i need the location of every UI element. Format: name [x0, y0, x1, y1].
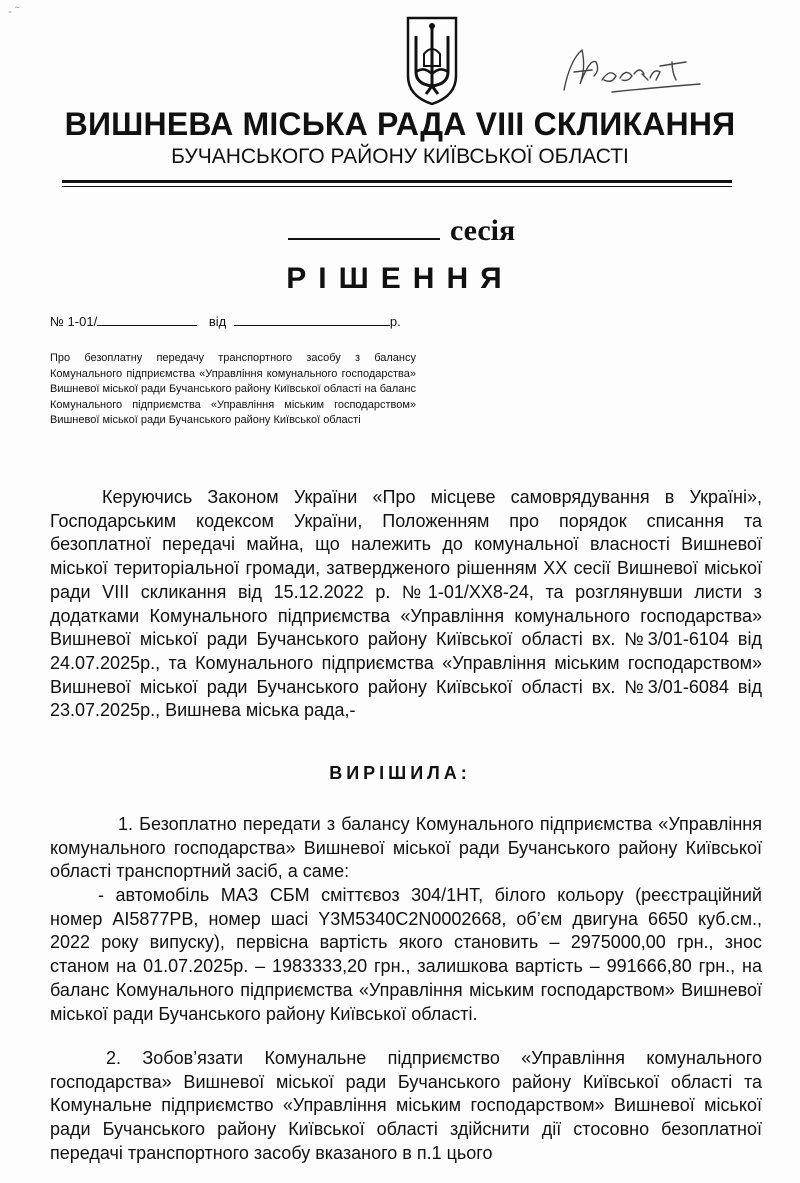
council-subtitle: БУЧАНСЬКОГО РАЙОНУ КИЇВСЬКОЇ ОБЛАСТІ	[171, 145, 629, 168]
resolved-heading: ВИРІШИЛА:	[329, 763, 471, 783]
item-1-paragraph: 1. Безоплатно передати з балансу Комунального підприємства «Управління комунального господарства» Вишневої міської ради Бучанського району Київської області транспортний засіб, а саме:	[50, 814, 762, 882]
number-prefix: № 1-01/	[50, 314, 98, 329]
preamble-paragraph: Керуючись Законом України «Про місцеве самоврядування в Україні», Господарським кодексом України, Положенням про порядок списання та безоплатної передачі майна, що належить до комунальної власності Вишневої міської територіальної громади, затвердженого рішенням XX сесії Вишневої міської ради VIII скликання від 15.12.2022 р. №1-01/ХХ8-24, та розглянувши листи з додатками Комунального підприємства «Управління комунального господарства» Вишневої міської ради Бучанського району Київської області вх. №3/01-6104 від 24.07.2025р., та Комунального підприємства «Управління міським господарством» Вишневої міської ради Бучанського району Київської області вх. №3/01-6084 від 23.07.2025р., Вишнева міська рада,-	[50, 487, 762, 721]
session-label: сесія	[450, 214, 516, 247]
decision-subject: Про безоплатну передачу транспортного засобу з балансу Комунального підприємства «Управління комунального господарства» Вишневої міської ради Бучанського району Київської області на баланс Комунального підприємства «Управління міським господарством» Вишневої міської ради Бучанського району Київської області	[50, 352, 416, 427]
coat-of-arms-icon	[404, 14, 460, 106]
council-title: ВИШНЕВА МІСЬКА РАДА VIII СКЛИКАННЯ	[64, 106, 736, 142]
header-divider-thick	[62, 180, 732, 183]
item-2-paragraph: 2. Зобов’язати Комунальне підприємство «Управління комунального господарства» Вишневої міської ради Бучанського району Київської області та Комунальне підприємство «Управління міським господарством» Вишневої міської ради Бучанського району Київської області здійснити дії стосовно безоплатної передачі транспортного засобу вказаного в п.1 цього	[50, 1048, 762, 1163]
decision-number-line	[50, 314, 401, 329]
date-prefix: від	[208, 314, 227, 329]
date-suffix: р.	[389, 314, 401, 329]
session-line	[288, 212, 515, 248]
header-divider-thin	[62, 186, 732, 187]
decision-title: РІШЕННЯ	[286, 262, 514, 295]
number-blank	[97, 314, 197, 326]
item-1-detail-paragraph: - автомобіль МАЗ СБМ сміттєвоз 304/1НТ, білого кольору (реєстраційний номер АІ5877РВ, номер шасі Y3M5340C2N0002668, об’єм двигуна 6650 куб.см., 2022 року випуску), первісна вартість якого становить – 2975000,00 грн., знос станом на 01.07.2025р. – 1983333,20 грн., залишкова вартість – 991666,80 грн., на баланс Комунального підприємства «Управління міським господарством» Вишневої міської ради Бучанського району Київської області.	[50, 885, 762, 1024]
corner-mark: - ˜	[8, 4, 20, 18]
draft-handwritten-stamp	[560, 40, 710, 100]
date-blank	[234, 314, 390, 326]
session-number-blank	[288, 212, 440, 240]
